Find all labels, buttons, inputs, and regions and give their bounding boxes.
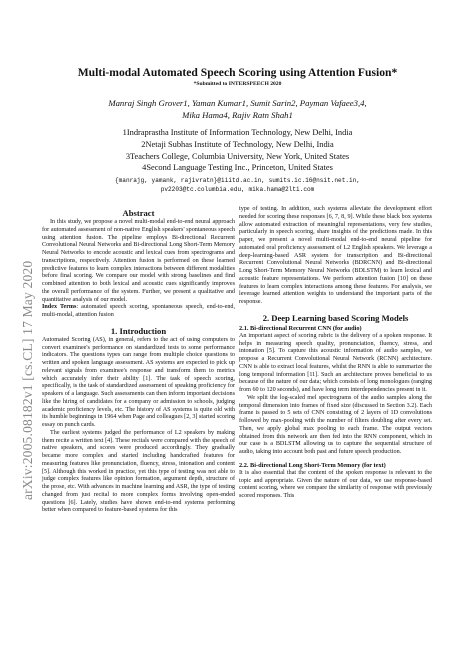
- index-terms-label: Index Terms: [42, 304, 77, 311]
- introduction-paragraph-1: Automated Scoring (AS), in general, refers to the act of using computers to convert examinee's performance on standardized tests to some performance indicators. The questions types can range from multiple choice questions to written and spoken language assessment. AS systems are expected to pick up relevant signals from examinee's response and transform them to metrics which accurately infer their ability [1]. The task of speech scoring, specifically, is the task of standardized assessment of speaking proficiency for speakers of a language. Such assessments can then inform important decisions like the hiring of candidates for a company or admission to schools, judging academic proficiency levels, etc. The history of AS systems is quite old with its humble beginnings in 1964 when Page and colleagues [2, 3] started scoring essay on punch cards.: [42, 336, 235, 428]
- arxiv-identifier: arXiv:2005.08182v1 [cs.CL] 17 May 2020: [20, 260, 35, 500]
- paper-title: Multi-modal Automated Speech Scoring using Attention Fusion*: [77, 66, 398, 79]
- index-terms: [42, 304, 235, 320]
- left-column: [42, 208, 235, 515]
- affiliation-2: 2Netaji Subhas Institute of Technology, New Delhi, India: [141, 139, 334, 149]
- authors-line-2: Mika Hama4, Rajiv Ratn Shah1: [182, 110, 293, 120]
- introduction-heading: 1. Introduction: [110, 325, 167, 336]
- index-terms-text: : automated speech scoring, spontaneous speech, end-to-end, multi-modal, attention fusion: [42, 304, 235, 318]
- intro-continuation-paragraph: type of testing. In addition, such systems alleviate the development effort needed for scoring these responses [6, 7, 8, 9]. While these black box systems allow automated extraction of meaningful representations, very few studies, particularly in speech scoring, share insights of the predictions made. In this paper, we present a novel multi-modal end-to-end neural pipeline for automated oral proficiency assessment of L2 English speakers. We leverage a deep-learning-based ASR system for transcription and Bi-directional Recurrent Convolutional Neural Networks (BDRCNN) and Bi-directional Long Short-Term Memory Neural Networks (BDLSTM) to learn lexical and acoustic feature representations. We perform attention fusion [10] on these features to learn complex interactions among these features. For analysis, we leverage learned attention weights to understand the important parts of the response.: [239, 206, 432, 305]
- emails-line-1: {manrajg, yamank, rajivratn}@iiitd.ac.in, sumits.ic.16@nsit.net.in,: [114, 177, 360, 184]
- authors-line-1: Manraj Singh Grover1, Yaman Kumar1, Sumit Sarin2, Payman Vafaee3,4,: [108, 98, 367, 108]
- section-2-2-paragraph-1: It is also essential that the content of the spoken response is relevant to the topic and appropriate. Given the nature of our data, we use response-based content scoring, where we compare the similarity of response with previously scored responses. This: [239, 469, 432, 499]
- emails-line-2: pv2203@tc.columbia.edu, mika.hama@2lti.com: [160, 185, 315, 193]
- arxiv-sidebar-stamp: [0, 170, 40, 500]
- affiliation-4: 4Second Language Testing Inc., Princeton, United States: [142, 163, 333, 173]
- abstract-heading: Abstract: [122, 208, 155, 218]
- author-list: [60, 97, 415, 121]
- abstract-text: In this study, we propose a novel multi-modal end-to-end neural approach for automated assessment of non-native English speakers' spontaneous speech using attention fusion. The pipeline employs Bi-directional Recurrent Convolutional Neural Networks and Bi-directional Long Short-Term Memory Neural Networks to encode acoustic and lexical cues from spectrograms and transcriptions, respectively. Attention fusion is performed on these learned predictive features to learn complex interactions between different modalities before final scoring. We compare our model with strong baselines and find combined attention to both lexical and acoustic cues significantly improves the overall performance of the system. Further, we present a qualitative and quantitative analysis of our model.: [42, 219, 235, 303]
- section-2-heading: 2. Deep Learning based Scoring Models: [262, 312, 409, 323]
- author-emails: [60, 177, 415, 194]
- submission-note: *Submitted to INTERSPEECH 2020: [193, 81, 282, 87]
- affiliation-1: 1Indraprastha Institute of Information Technology, New Delhi, India: [122, 128, 353, 137]
- affiliation-3: 3Teachers College, Columbia University, New York, United States: [125, 151, 350, 161]
- affiliation-list: [60, 127, 415, 174]
- section-2-1-paragraph-1: An important aspect of scoring rubric is the delivery of a spoken response. It helps in measuring speech quality, pronunciation, fluency, stress, and intonation [5]. To capture this acoustic information of audio samples, we propose a Recurrent Convolutional Neural Network (RCNN) architecture. CNN is able to extract local features, whilst the RNN is able to summarize the long temporal information [11]. Such an architecture proves beneficial to us because of the nature of our data; which consists of long monologues (ranging from 60 to 120 seconds), and have long term interdependencies present in it.: [239, 332, 432, 393]
- section-2-2-heading: 2.2. Bi-directional Long Short-Term Memory (for text): [239, 461, 386, 469]
- section-2-1-heading: 2.1. Bi-directional Recurrent CNN (for audio): [239, 324, 362, 332]
- introduction-paragraph-2: The earliest systems judged the performance of L2 speakers by making them recite a written text [4]. These recitals were compared with the speech of native speakers, and scores were produced accordingly. They gradually became more complex and started including handcrafted features for measuring features like pronunciation, fluency, stress, intonation and content [5]. Although this worked in practice, yet this type of testing was not able to judge complex features like opinion formation, argument depth, structure of the prose, etc. With advances in machine learning and ASR, the type of testing changed from just recital to more complex forms involving open-ended questions [6]. Lately, studies have shown end-to-end systems performing better when compared to feature-based systems for this: [42, 429, 235, 514]
- section-2-1-paragraph-2: We split the log-scaled mel spectrograms of the audio samples along the temporal dimension into frames of fixed size (discussed in Section 3.2). Each frame is passed to 5 sets of CNN consisting of 2 layers of 1D convolutions followed by max-pooling with the number of filters doubling after every set. Then, we apply global max pooling to each frame. The output vectors obtained from this network are then fed into the RNN component, which in our case is a BDLSTM allowing us to capture the sequential structure of audio, taking into account both past and future speech production.: [239, 394, 432, 455]
- right-column: [239, 206, 432, 501]
